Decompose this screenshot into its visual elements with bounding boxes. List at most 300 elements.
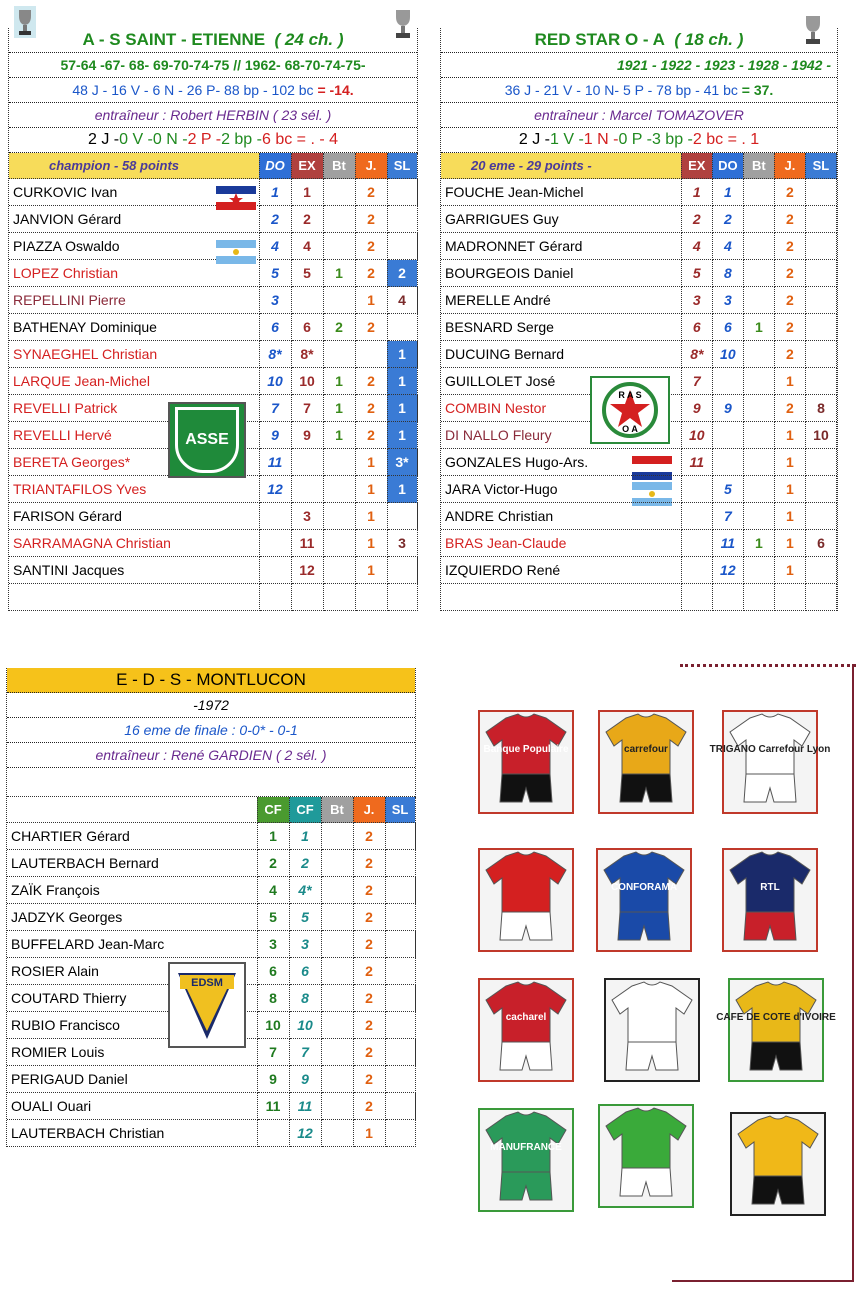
jersey-card — [478, 848, 574, 952]
player-j: 2 — [774, 206, 805, 233]
player-sl: 6 — [805, 530, 836, 557]
red-star-emblem-icon — [599, 382, 661, 438]
player-j: 2 — [774, 233, 805, 260]
col-sl: SL — [385, 797, 415, 823]
table-row — [9, 260, 417, 287]
player-sl — [385, 931, 415, 958]
player-ex: 1 — [291, 179, 323, 206]
player-sl: 3* — [387, 449, 417, 476]
player-bt — [321, 823, 353, 850]
jersey-card — [716, 978, 836, 1082]
player-do: 6 — [712, 314, 743, 341]
player-j: 1 — [774, 449, 805, 476]
player-name: LAUTERBACH Bernard — [7, 850, 257, 877]
player-name: JANVION Gérard — [9, 206, 259, 233]
player-bt — [321, 985, 353, 1012]
player-do: 3 — [712, 287, 743, 314]
jersey-icon — [732, 1114, 824, 1214]
player-ex — [681, 503, 712, 530]
season-wins: 0 V - — [119, 131, 153, 148]
edsm-logo-text: EDSM — [191, 977, 223, 989]
player-ex: 7 — [681, 368, 712, 395]
jersey-frame-top — [680, 664, 856, 667]
player-sl: 1 — [387, 368, 417, 395]
player-j: 1 — [355, 557, 387, 584]
table-row — [441, 476, 837, 503]
player-j: 2 — [774, 314, 805, 341]
season-losses: 2 P - — [187, 131, 222, 148]
rank-label: champion - 58 points — [9, 153, 259, 179]
table-row — [7, 904, 415, 931]
player-ex: 3 — [681, 287, 712, 314]
player-j: 1 — [774, 422, 805, 449]
argentina-flag-icon — [216, 240, 256, 264]
season-goals-against: 6 bc = . - 4 — [261, 131, 339, 148]
player-cf — [257, 1120, 289, 1147]
saint-etienne-table — [9, 153, 418, 611]
player-sl: 3 — [387, 530, 417, 557]
season-games: 2 J - — [87, 131, 120, 148]
player-do: 3 — [259, 287, 291, 314]
player-bt — [743, 260, 774, 287]
col-sl: SL — [805, 153, 836, 179]
player-sl — [805, 287, 836, 314]
col-ex: EX — [681, 153, 712, 179]
player-name: BERETA Georges* — [9, 449, 259, 476]
jersey-sponsor: cacharel — [505, 1012, 547, 1023]
player-ex: 9 — [681, 395, 712, 422]
player-do: 7 — [259, 395, 291, 422]
player-bt — [323, 233, 355, 260]
player-sl — [805, 314, 836, 341]
player-bt — [321, 1039, 353, 1066]
player-sl: 1 — [387, 476, 417, 503]
jersey-icon — [480, 1110, 572, 1210]
player-j — [355, 341, 387, 368]
empty-cell — [743, 584, 774, 611]
table-row — [9, 314, 417, 341]
col-j: J. — [774, 153, 805, 179]
table-row — [441, 287, 837, 314]
player-do: 9 — [712, 395, 743, 422]
empty-cell — [441, 584, 681, 611]
table-row — [9, 368, 417, 395]
spacer — [7, 768, 415, 797]
jersey-icon — [598, 850, 690, 950]
player-bt: 1 — [323, 260, 355, 287]
player-j: 2 — [355, 422, 387, 449]
player-j: 2 — [353, 1039, 385, 1066]
player-bt — [743, 179, 774, 206]
player-cf: 7 — [257, 1039, 289, 1066]
player-bt — [321, 904, 353, 931]
player-do: 8 — [712, 260, 743, 287]
player-sl — [385, 904, 415, 931]
player-do — [259, 503, 291, 530]
season-goals-for: 2 bp - — [221, 131, 262, 148]
player-ex: 2 — [291, 206, 323, 233]
player-sl — [385, 958, 415, 985]
coach-line: entraîneur : René GARDIEN ( 2 sél. ) — [7, 743, 415, 768]
player-j: 2 — [353, 1012, 385, 1039]
empty-cell — [805, 584, 836, 611]
player-name: GARRIGUES Guy — [441, 206, 681, 233]
player-name: MERELLE André — [441, 287, 681, 314]
player-j: 2 — [774, 179, 805, 206]
cup-result: 16 eme de finale : 0-0* - 0-1 — [7, 718, 415, 743]
player-ex: 6 — [681, 314, 712, 341]
player-j: 2 — [353, 877, 385, 904]
player-j: 1 — [355, 476, 387, 503]
player-cf-2: 7 — [289, 1039, 321, 1066]
table-row — [9, 287, 417, 314]
player-name: JADZYK Georges — [7, 904, 257, 931]
player-j: 2 — [353, 823, 385, 850]
jersey-sponsor: Banque Populaire — [483, 744, 569, 755]
player-name: LAUTERBACH Christian — [7, 1120, 257, 1147]
jersey-sponsor: carrefour — [624, 744, 668, 755]
table-row — [441, 233, 837, 260]
player-name: PIAZZA Oswaldo — [9, 233, 259, 260]
player-do: 6 — [259, 314, 291, 341]
player-sl — [385, 985, 415, 1012]
player-name: COMBIN Nestor — [441, 395, 681, 422]
player-j: 2 — [355, 368, 387, 395]
player-cf: 10 — [257, 1012, 289, 1039]
player-name: CURKOVIC Ivan — [9, 179, 259, 206]
player-ex — [681, 530, 712, 557]
season-record — [9, 128, 417, 153]
player-j: 2 — [355, 260, 387, 287]
player-sl — [387, 557, 417, 584]
empty-cell — [355, 584, 387, 611]
player-cf-2: 3 — [289, 931, 321, 958]
player-ex: 10 — [681, 422, 712, 449]
red-star-logo — [590, 376, 670, 444]
player-sl — [805, 341, 836, 368]
player-sl — [387, 233, 417, 260]
table-row — [441, 179, 837, 206]
player-sl — [805, 233, 836, 260]
player-j: 2 — [774, 287, 805, 314]
team-name: A - S SAINT - ETIENNE — [82, 30, 266, 49]
table-row — [441, 314, 837, 341]
player-ex — [291, 287, 323, 314]
team-title — [9, 28, 417, 53]
jersey-sponsor: CAFE DE COTE d'IVOIRE — [716, 1012, 836, 1023]
table-row — [9, 503, 417, 530]
player-j: 2 — [353, 1093, 385, 1120]
table-row — [7, 823, 415, 850]
col-ex: EX — [291, 153, 323, 179]
player-sl — [385, 1066, 415, 1093]
player-do: 12 — [712, 557, 743, 584]
player-j: 1 — [774, 530, 805, 557]
player-bt — [323, 557, 355, 584]
blank-header — [7, 797, 257, 823]
season-draws: 1 N - — [583, 131, 619, 148]
jersey-icon — [606, 980, 698, 1080]
player-bt — [321, 1066, 353, 1093]
player-j: 1 — [355, 503, 387, 530]
player-cf-2: 8 — [289, 985, 321, 1012]
logo-text-top: R A S — [618, 390, 642, 400]
player-bt — [743, 557, 774, 584]
jersey-card — [730, 1112, 826, 1216]
player-sl — [385, 1120, 415, 1147]
rank-label: 20 eme - 29 points - — [441, 153, 681, 179]
jersey-sponsor: RTL — [760, 882, 780, 893]
season-draws: 0 N - — [152, 131, 188, 148]
table-row — [441, 503, 837, 530]
jersey-card — [478, 1108, 574, 1212]
asse-logo-text: ASSE — [175, 407, 239, 473]
player-j: 2 — [355, 206, 387, 233]
player-ex: 9 — [291, 422, 323, 449]
player-bt — [321, 958, 353, 985]
player-cf: 4 — [257, 877, 289, 904]
player-sl — [805, 503, 836, 530]
player-j: 1 — [353, 1120, 385, 1147]
player-bt — [321, 1120, 353, 1147]
player-do — [712, 449, 743, 476]
coach-line: entraîneur : Robert HERBIN ( 23 sél. ) — [9, 103, 417, 128]
player-name: BESNARD Serge — [441, 314, 681, 341]
col-bt: Bt — [743, 153, 774, 179]
player-do — [259, 530, 291, 557]
edsm-shield-icon — [174, 967, 240, 1043]
titles-count: ( 24 ch. ) — [274, 30, 344, 49]
player-cf-2: 5 — [289, 904, 321, 931]
player-cf: 3 — [257, 931, 289, 958]
player-do: 2 — [259, 206, 291, 233]
player-do: 8* — [259, 341, 291, 368]
asse-logo — [168, 402, 246, 478]
player-name: GONZALES Hugo-Ars. — [441, 449, 681, 476]
player-ex: 11 — [681, 449, 712, 476]
player-bt — [323, 287, 355, 314]
player-name: SYNAEGHEL Christian — [9, 341, 259, 368]
player-name: IZQUIERDO René — [441, 557, 681, 584]
player-j: 1 — [774, 503, 805, 530]
player-bt — [323, 179, 355, 206]
table-row — [9, 476, 417, 503]
season-record — [441, 128, 837, 153]
jersey-icon — [600, 1106, 692, 1206]
player-name: LARQUE Jean-Michel — [9, 368, 259, 395]
player-j: 2 — [353, 985, 385, 1012]
player-sl — [385, 1093, 415, 1120]
col-do: DO — [259, 153, 291, 179]
player-name: PERIGAUD Daniel — [7, 1066, 257, 1093]
player-do: 7 — [712, 503, 743, 530]
player-name: REVELLI Hervé — [9, 422, 259, 449]
player-cf: 9 — [257, 1066, 289, 1093]
season-goals-against: 2 bc = . 1 — [692, 131, 760, 148]
player-j: 2 — [774, 260, 805, 287]
player-bt — [743, 395, 774, 422]
table-row — [441, 557, 837, 584]
player-cf: 5 — [257, 904, 289, 931]
table-header — [441, 153, 837, 179]
player-j: 2 — [353, 931, 385, 958]
player-sl — [387, 179, 417, 206]
player-sl: 10 — [805, 422, 836, 449]
player-name: BUFFELARD Jean-Marc — [7, 931, 257, 958]
record-diff: = 37. — [741, 82, 774, 98]
player-ex: 1 — [681, 179, 712, 206]
player-name: DUCUING Bernard — [441, 341, 681, 368]
table-row — [7, 1066, 415, 1093]
col-cf: CF — [257, 797, 289, 823]
player-cf-2: 6 — [289, 958, 321, 985]
player-bt: 1 — [743, 314, 774, 341]
season-games: 2 J - — [518, 131, 550, 148]
jersey-card — [722, 848, 818, 952]
player-bt — [743, 368, 774, 395]
player-name: LOPEZ Christian — [9, 260, 259, 287]
jersey-sponsor: CONFORAMA — [610, 882, 678, 893]
edsm-logo — [168, 962, 246, 1048]
player-sl — [385, 1039, 415, 1066]
table-row — [441, 449, 837, 476]
player-ex: 7 — [291, 395, 323, 422]
player-name: MADRONNET Gérard — [441, 233, 681, 260]
player-sl — [385, 1012, 415, 1039]
player-do: 4 — [259, 233, 291, 260]
table-row — [441, 341, 837, 368]
table-header — [9, 153, 417, 179]
trophy-icon — [12, 4, 38, 40]
player-j: 1 — [355, 449, 387, 476]
player-name: CHARTIER Gérard — [7, 823, 257, 850]
player-ex: 11 — [291, 530, 323, 557]
player-bt: 2 — [323, 314, 355, 341]
player-j: 2 — [355, 179, 387, 206]
player-ex: 3 — [291, 503, 323, 530]
player-ex: 4 — [681, 233, 712, 260]
player-name: SARRAMAGNA Christian — [9, 530, 259, 557]
player-do: 11 — [712, 530, 743, 557]
player-bt — [323, 206, 355, 233]
player-j: 2 — [353, 1066, 385, 1093]
empty-cell — [259, 584, 291, 611]
player-cf: 6 — [257, 958, 289, 985]
player-j: 2 — [355, 395, 387, 422]
player-cf: 11 — [257, 1093, 289, 1120]
player-sl: 1 — [387, 341, 417, 368]
player-name: RUBIO Francisco — [7, 1012, 257, 1039]
jersey-card — [478, 978, 574, 1082]
player-sl — [387, 206, 417, 233]
saint-etienne-rows — [9, 179, 417, 611]
player-bt — [323, 341, 355, 368]
record-text: 36 J - 21 V - 10 N- 5 P - 78 bp - 41 bc — [504, 82, 738, 98]
jersey-sponsor: TRIGANO Carrefour Lyon — [709, 744, 831, 755]
player-sl — [805, 260, 836, 287]
player-ex — [681, 557, 712, 584]
table-row — [9, 557, 417, 584]
empty-cell — [291, 584, 323, 611]
player-bt — [323, 530, 355, 557]
player-sl: 4 — [387, 287, 417, 314]
player-bt: 1 — [743, 530, 774, 557]
player-do: 5 — [712, 476, 743, 503]
logo-text-bottom: O A — [622, 424, 638, 434]
player-sl — [385, 850, 415, 877]
player-ex: 6 — [291, 314, 323, 341]
player-j: 2 — [355, 233, 387, 260]
table-row — [7, 877, 415, 904]
empty-cell — [681, 584, 712, 611]
player-bt — [321, 850, 353, 877]
yugoslavia-flag-icon — [216, 186, 256, 210]
player-j: 2 — [353, 850, 385, 877]
player-j: 1 — [774, 557, 805, 584]
empty-cell — [774, 584, 805, 611]
player-do — [712, 368, 743, 395]
player-sl — [805, 179, 836, 206]
jersey-card — [596, 848, 692, 952]
player-cf: 8 — [257, 985, 289, 1012]
player-bt: 1 — [323, 395, 355, 422]
player-sl — [387, 503, 417, 530]
player-ex: 2 — [681, 206, 712, 233]
player-name: JARA Victor-Hugo — [441, 476, 681, 503]
table-row — [441, 206, 837, 233]
player-sl — [805, 557, 836, 584]
player-ex — [291, 449, 323, 476]
jersey-sponsor: MANUFRANCE — [490, 1142, 562, 1153]
jersey-icon — [480, 980, 572, 1080]
player-name: ZAÏK François — [7, 877, 257, 904]
record-diff: = -14. — [317, 82, 354, 98]
player-bt — [323, 449, 355, 476]
player-bt — [743, 503, 774, 530]
player-bt: 1 — [323, 368, 355, 395]
player-sl — [805, 206, 836, 233]
championship-years: 1921 - 1922 - 1923 - 1928 - 1942 - — [441, 53, 837, 78]
player-bt — [323, 476, 355, 503]
red-star-panel — [440, 28, 838, 611]
team-title: E - D - S - MONTLUCON — [7, 668, 415, 693]
player-bt — [743, 341, 774, 368]
saint-etienne-panel — [8, 28, 418, 611]
player-bt — [743, 206, 774, 233]
player-do: 1 — [259, 179, 291, 206]
player-do — [259, 557, 291, 584]
season-wins: 1 V - — [549, 131, 584, 148]
player-sl — [805, 476, 836, 503]
player-bt — [321, 931, 353, 958]
player-j: 2 — [774, 395, 805, 422]
player-bt — [323, 503, 355, 530]
table-row — [9, 530, 417, 557]
jersey-icon — [480, 850, 572, 950]
table-header — [7, 797, 415, 823]
player-name: TRIANTAFILOS Yves — [9, 476, 259, 503]
table-row — [7, 850, 415, 877]
player-do: 11 — [259, 449, 291, 476]
season-goals-for: 3 bp - — [651, 131, 693, 148]
coach-line: entraîneur : Marcel TOMAZOVER — [441, 103, 837, 128]
player-j: 2 — [353, 904, 385, 931]
table-row — [7, 931, 415, 958]
player-sl — [385, 823, 415, 850]
player-name: REVELLI Patrick — [9, 395, 259, 422]
season-losses: 0 P - — [618, 131, 652, 148]
player-cf-2: 1 — [289, 823, 321, 850]
